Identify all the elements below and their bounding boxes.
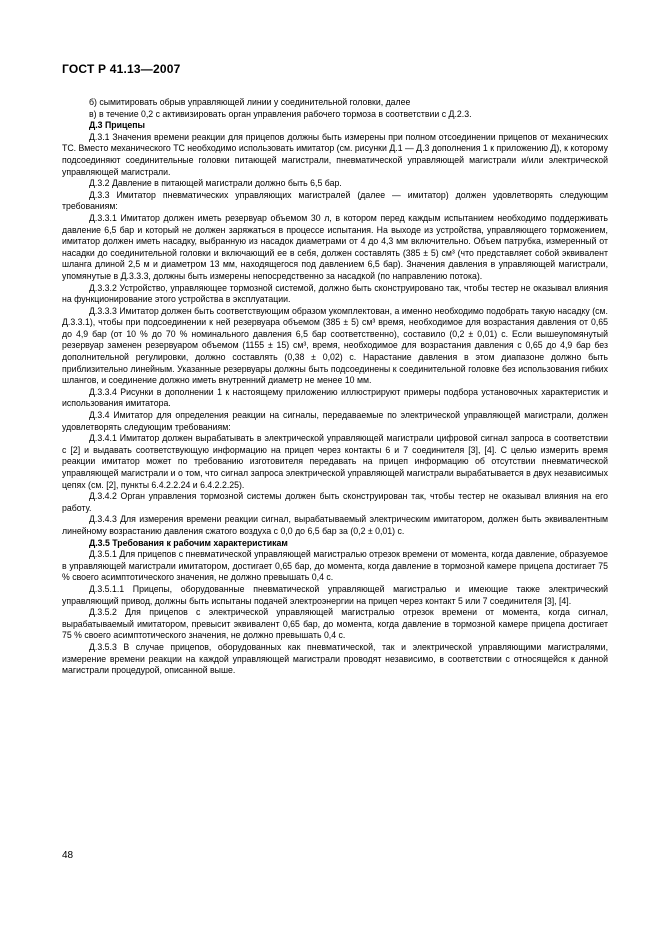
- paragraph-d3-3-2: Д.3.3.2 Устройство, управляющее тормозной системой, должно быть сконструировано так, чтобы тестер не оказывал влияния на функционирование этого устройства в эксплуатации.: [62, 282, 608, 305]
- paragraph-d3-4-1: Д.3.4.1 Имитатор должен вырабатывать в электрической управляющей магистрали цифровой сигнал запроса в соответствии с [2] и выдавать соответствующую информацию на прицеп через контакты 6 и 7 соединителя [3], [4]. С целью измерить время реакции имитатор может по требованию изготовителя передавать на прицеп информацию об отсутствии пневматической управляющей магистрали и о том, что сигнал запроса электрической управляющей магистрали вырабатывается в двух независимых цепях (см. [2], пункты 6.4.2.2.24 и 6.4.2.2.25).: [62, 433, 608, 490]
- paragraph-d3-4: Д.3.4 Имитатор для определения реакции на сигналы, передаваемые по электрической управляющей магистрали, должен удовлетворять следующим требованиям:: [62, 410, 608, 432]
- paragraph-d3-5-2: Д.3.5.2 Для прицепов с электрической управляющей магистралью отрезок времени от момента, когда сигнал, вырабатываемый имитатором, превысит эквивалент 0,65 бар, до момента, когда давление в тормозной камере прицепа достигает 75 % своего асимптотического значения, не должно превышать 0,4 с.: [62, 607, 608, 641]
- paragraph-d3-3: Д.3.3 Имитатор пневматических управляющих магистралей (далее — имитатор) должен удовлетворять следующим требованиям:: [62, 189, 608, 212]
- standard-header: ГОСТ Р 41.13—2007: [62, 62, 181, 76]
- paragraph-d3-3-1: Д.3.3.1 Имитатор должен иметь резервуар объемом 30 л, в котором перед каждым испытанием необходимо поддерживать давление 6,5 бар и который не должен заряжаться в процессе испытания. На выходе из устройства, управляющего торможением, имитатор должен иметь насадку, выбранную из насадок диаметрами от 4 до 4,3 мм включительно. Объем патрубка, измеренный от насадки до соединительной головки и включающий ее в себя, должен составлять (385 ± 5) см³ (что представляет собой эквивалент шланга длиной 2,5 м и диаметром 13 мм, находящегося под давлением 6,5 бар). Значения давления в управляющей магистрали, упомянутые в Д.3.3.3, должны быть измерены непосредственно за насадкой (по направлению потока).: [62, 212, 608, 281]
- paragraph-d3-3-3: Д.3.3.3 Имитатор должен быть соответствующим образом укомплектован, а именно необходимо подобрать такую насадку (см. Д.3.3.1), чтобы при подсоединении к ней резервуара объемом (385 ± 5) см³ время, необходимое для возрастания давления от 0,65 до 4,9 бар (от 10 % до 70 % номинального давления 6,5 бар соответственно), составило (0,2 ± 0,01) с. Если вышеупомянутый резервуар заменен резервуаром объемом (1155 ± 15) см³, время, необходимое для возрастания давления с 0,65 до 4,9 бар без дополнительной регулировки, должно составлять (0,38 ± 0,02) с. Нарастание давления в этом диапазоне должно быть приблизительно линейным. Указанные резервуары должны быть подсоединены к соединительной головке без использования гибких шлангов, и соединение должно иметь внутренний диаметр не менее 10 мм.: [62, 305, 608, 386]
- paragraph-item-v: в) в течение 0,2 с активизировать орган управления рабочего тормоза в соответствии с Д.2.3.: [89, 108, 472, 119]
- page-number: 48: [62, 850, 74, 861]
- section-heading-d3-5: Д.3.5 Требования к рабочим характеристикам: [89, 537, 288, 548]
- section-heading-d3: Д.3 Прицепы: [89, 120, 145, 131]
- document-body: [62, 97, 608, 677]
- paragraph-d3-5-1-1: Д.3.5.1.1 Прицепы, оборудованные пневматической управляющей магистралью и имеющие также электрический управляющий привод, должны быть испытаны подачей электроэнергии на прицеп через контакт 5 или 7 соединителя [3], [4].: [62, 583, 608, 606]
- paragraph-item-b: б) сымитировать обрыв управляющей линии у соединительной головки, далее: [89, 97, 411, 107]
- paragraph-d3-5-3: Д.3.5.3 В случае прицепов, оборудованных как пневматической, так и электрической управляющими магистралями, измерение времени реакции на каждой управляющей магистрали проводят независимо, в соответствии с относящейся к данной магистрали процедурой, описанной выше.: [62, 641, 608, 676]
- paragraph-d3-1: Д.3.1 Значения времени реакции для прицепов должны быть измерены при полном отсоединении прицепов от механических ТС. Вместо механического ТС необходимо использовать имитатор (см. рисунки Д.1 — Д.3 дополнения 1 к приложению Д), к которому подсоединяют соединительные головки питающей магистрали, пневматической управляющей магистрали и/или электрической управляющей магистрали.: [62, 131, 608, 177]
- paragraph-d3-5-1: Д.3.5.1 Для прицепов с пневматической управляющей магистралью отрезок времени от момента, когда давление, образуемое в управляющей магистрали имитатором, достигает 0,65 бар, до момента, когда давление в тормозной камере прицепа достигает 75 % своего асимптотического значения, не должно превышать 0,4 с.: [62, 549, 608, 583]
- paragraph-d3-4-3: Д.3.4.3 Для измерения времени реакции сигнал, вырабатываемый электрическим имитатором, должен быть эквивалентным линейному возрастанию давления сжатого воздуха с 0,0 до 6,5 бар за (0,2 ± 0,01) с.: [62, 514, 608, 536]
- paragraph-d3-2: Д.3.2 Давление в питающей магистрали должно быть 6,5 бар.: [89, 178, 342, 189]
- paragraph-d3-3-4: Д.3.3.4 Рисунки в дополнении 1 к настоящему приложению иллюстрируют примеры подбора установочных характеристик и использования имитатора.: [62, 386, 608, 409]
- paragraph-d3-4-2: Д.3.4.2 Орган управления тормозной системы должен быть сконструирован так, чтобы тестер не оказывал влияния на его работу.: [62, 491, 608, 513]
